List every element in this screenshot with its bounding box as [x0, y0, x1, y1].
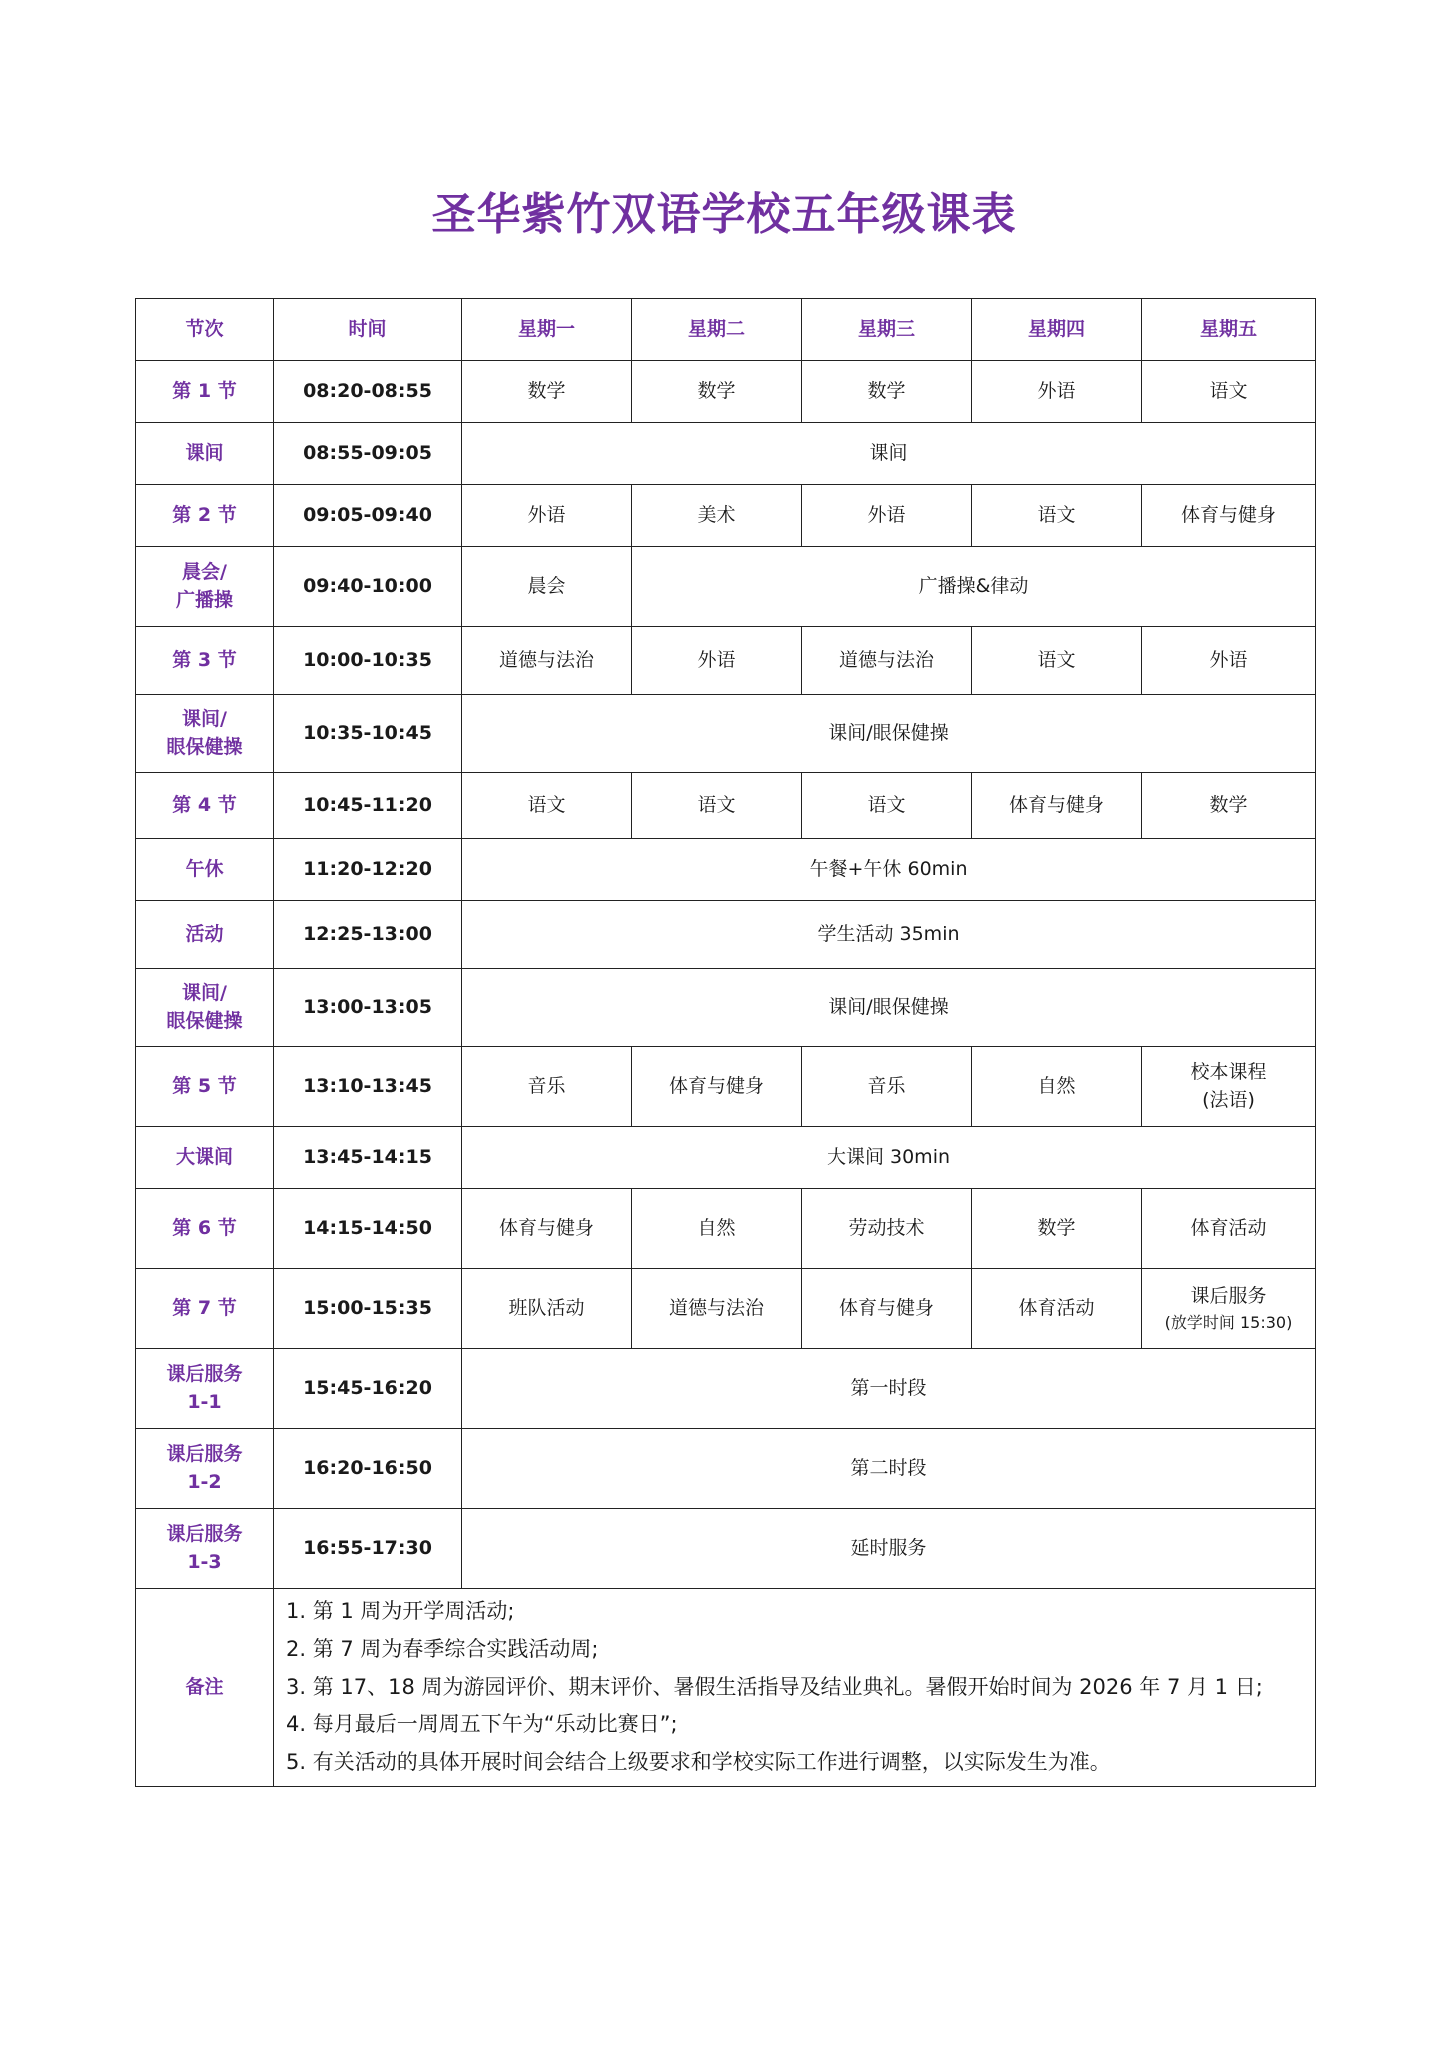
- notes-row: [136, 1589, 1316, 1787]
- period-label-line2: 1-3: [187, 1550, 222, 1573]
- class-cell: 语文: [972, 627, 1142, 695]
- class-cell: 语文: [632, 773, 802, 839]
- class-cell: 劳动技术: [802, 1189, 972, 1269]
- time-cell: 10:00-10:35: [274, 627, 462, 695]
- time-cell: 13:45-14:15: [274, 1127, 462, 1189]
- span-cell: 午餐+午休 60min: [462, 839, 1316, 901]
- class-cell: 外语: [632, 627, 802, 695]
- class-cell: 自然: [972, 1047, 1142, 1127]
- period-label-line2: 眼保健操: [166, 735, 243, 758]
- class-cell: 数学: [1142, 773, 1316, 839]
- span-cell: 课间/眼保健操: [462, 695, 1316, 773]
- table-row: [136, 1047, 1316, 1127]
- class-cell: 体育与健身: [802, 1269, 972, 1349]
- period-label-line1: 课间/: [182, 981, 227, 1004]
- class-cell: 语文: [1142, 361, 1316, 423]
- span-cell: 课间: [462, 423, 1316, 485]
- class-cell: 道德与法治: [632, 1269, 802, 1349]
- note-item: 1. 第 1 周为开学周活动;: [286, 1599, 515, 1623]
- notes-list: [274, 1589, 1316, 1787]
- period-label: [136, 695, 274, 773]
- class-cell: 晨会: [462, 547, 632, 627]
- period-label-line1: 课后服务: [166, 1522, 243, 1545]
- header-tue: 星期二: [632, 299, 802, 361]
- table-row: [136, 547, 1316, 627]
- time-cell: 10:35-10:45: [274, 695, 462, 773]
- header-thu: 星期四: [972, 299, 1142, 361]
- class-cell: 道德与法治: [462, 627, 632, 695]
- span-cell: 课间/眼保健操: [462, 969, 1316, 1047]
- period-label: 第 2 节: [136, 485, 274, 547]
- time-cell: 16:55-17:30: [274, 1509, 462, 1589]
- class-cell: 数学: [462, 361, 632, 423]
- period-label: 第 4 节: [136, 773, 274, 839]
- time-cell: 13:10-13:45: [274, 1047, 462, 1127]
- class-cell: 美术: [632, 485, 802, 547]
- period-label-line1: 课后服务: [166, 1442, 243, 1465]
- period-label: 课间: [136, 423, 274, 485]
- period-label: 第 7 节: [136, 1269, 274, 1349]
- table-row: [136, 969, 1316, 1047]
- period-label: 第 6 节: [136, 1189, 274, 1269]
- class-cell: 音乐: [802, 1047, 972, 1127]
- class-cell: 体育与健身: [972, 773, 1142, 839]
- notes-label: 备注: [136, 1589, 274, 1787]
- note-item: 3. 第 17、18 周为游园评价、期末评价、暑假生活指导及结业典礼。暑假开始时间为 2026 年 7 月 1 日;: [286, 1674, 1263, 1699]
- time-cell: 10:45-11:20: [274, 773, 462, 839]
- class-cell: 道德与法治: [802, 627, 972, 695]
- period-label-line1: 课后服务: [166, 1362, 243, 1385]
- table-row: [136, 1349, 1316, 1429]
- table-row: [136, 773, 1316, 839]
- header-fri: 星期五: [1142, 299, 1316, 361]
- time-cell: 08:55-09:05: [274, 423, 462, 485]
- time-cell: 09:40-10:00: [274, 547, 462, 627]
- table-row: [136, 1429, 1316, 1509]
- period-label: [136, 1429, 274, 1509]
- class-cell: 语文: [462, 773, 632, 839]
- period-label: [136, 547, 274, 627]
- class-cell: 外语: [802, 485, 972, 547]
- class-cell: 音乐: [462, 1047, 632, 1127]
- table-row: [136, 1127, 1316, 1189]
- class-cell-line2: (法语): [1202, 1088, 1255, 1111]
- class-cell: 外语: [972, 361, 1142, 423]
- timetable: [135, 298, 1316, 1787]
- period-label: 第 5 节: [136, 1047, 274, 1127]
- period-label: 活动: [136, 901, 274, 969]
- time-cell: 15:00-15:35: [274, 1269, 462, 1349]
- time-cell: 16:20-16:50: [274, 1429, 462, 1509]
- period-label: [136, 1349, 274, 1429]
- table-row: [136, 695, 1316, 773]
- period-label: 大课间: [136, 1127, 274, 1189]
- class-cell-line2: (放学时间 15:30): [1164, 1312, 1293, 1332]
- class-cell: 自然: [632, 1189, 802, 1269]
- class-cell: 体育活动: [1142, 1189, 1316, 1269]
- class-cell: [1142, 1047, 1316, 1127]
- header-period: 节次: [136, 299, 274, 361]
- header-row: [136, 299, 1316, 361]
- table-row: [136, 1269, 1316, 1349]
- class-cell: 体育活动: [972, 1269, 1142, 1349]
- class-cell: 体育与健身: [1142, 485, 1316, 547]
- period-label-line2: 1-2: [187, 1470, 222, 1493]
- table-row: [136, 1509, 1316, 1589]
- class-cell: 外语: [1142, 627, 1316, 695]
- page-title: 圣华紫竹双语学校五年级课表: [431, 189, 1017, 240]
- period-label: [136, 969, 274, 1047]
- table-row: [136, 839, 1316, 901]
- class-cell-line1: 课后服务: [1190, 1285, 1267, 1308]
- class-cell: 班队活动: [462, 1269, 632, 1349]
- class-cell: 外语: [462, 485, 632, 547]
- period-label-line1: 课间/: [182, 707, 227, 730]
- table-row: [136, 1189, 1316, 1269]
- class-cell: 语文: [972, 485, 1142, 547]
- period-label-line2: 广播操: [175, 588, 233, 611]
- header-wed: 星期三: [802, 299, 972, 361]
- span-cell: 广播操&律动: [632, 547, 1316, 627]
- period-label: 午休: [136, 839, 274, 901]
- table-row: [136, 627, 1316, 695]
- note-item: 2. 第 7 周为春季综合实践活动周;: [286, 1636, 599, 1661]
- period-label-line2: 1-1: [187, 1390, 222, 1413]
- class-cell: 数学: [632, 361, 802, 423]
- time-cell: 12:25-13:00: [274, 901, 462, 969]
- span-cell: 第二时段: [462, 1429, 1316, 1509]
- period-label-line2: 眼保健操: [166, 1009, 243, 1032]
- span-cell: 学生活动 35min: [462, 901, 1316, 969]
- span-cell: 延时服务: [462, 1509, 1316, 1589]
- time-cell: 09:05-09:40: [274, 485, 462, 547]
- class-cell: 数学: [802, 361, 972, 423]
- note-item: 5. 有关活动的具体开展时间会结合上级要求和学校实际工作进行调整，以实际发生为准。: [286, 1750, 1111, 1775]
- table-row: [136, 901, 1316, 969]
- class-cell: 数学: [972, 1189, 1142, 1269]
- span-cell: 大课间 30min: [462, 1127, 1316, 1189]
- header-time: 时间: [274, 299, 462, 361]
- span-cell: 第一时段: [462, 1349, 1316, 1429]
- table-row: [136, 361, 1316, 423]
- period-label-line1: 晨会/: [182, 560, 227, 583]
- class-cell: [1142, 1269, 1316, 1349]
- header-mon: 星期一: [462, 299, 632, 361]
- note-item: 4. 每月最后一周周五下午为“乐动比赛日”;: [286, 1712, 678, 1737]
- time-cell: 13:00-13:05: [274, 969, 462, 1047]
- table-row: [136, 485, 1316, 547]
- time-cell: 11:20-12:20: [274, 839, 462, 901]
- time-cell: 15:45-16:20: [274, 1349, 462, 1429]
- time-cell: 08:20-08:55: [274, 361, 462, 423]
- class-cell: 体育与健身: [632, 1047, 802, 1127]
- period-label: [136, 1509, 274, 1589]
- class-cell-line1: 校本课程: [1190, 1060, 1267, 1083]
- class-cell: 语文: [802, 773, 972, 839]
- period-label: 第 3 节: [136, 627, 274, 695]
- period-label: 第 1 节: [136, 361, 274, 423]
- class-cell: 体育与健身: [462, 1189, 632, 1269]
- table-row: [136, 423, 1316, 485]
- time-cell: 14:15-14:50: [274, 1189, 462, 1269]
